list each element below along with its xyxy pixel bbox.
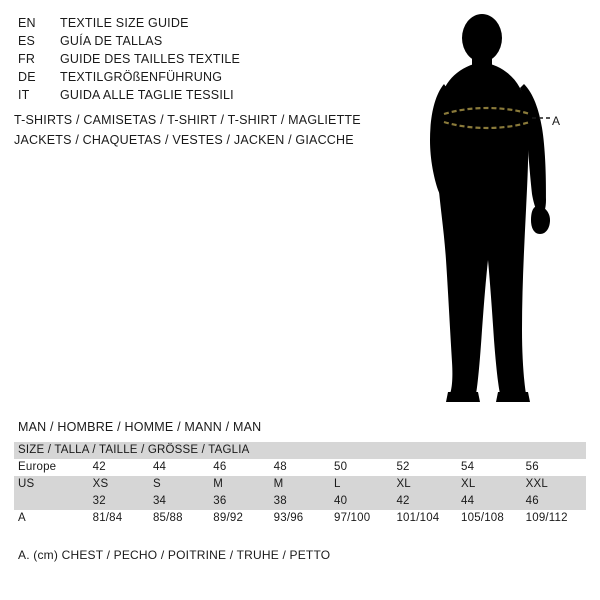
table-row: [14, 493, 586, 510]
language-code: EN: [18, 16, 36, 30]
row-label: US: [14, 476, 89, 493]
table-cell: 44: [457, 493, 522, 510]
table-cell: M: [270, 476, 330, 493]
table-header-row: [14, 442, 586, 459]
language-row: [18, 68, 358, 86]
table-cell: 46: [209, 459, 269, 476]
table-cell: XL: [392, 476, 457, 493]
language-row: [18, 14, 358, 32]
table-cell: 42: [392, 493, 457, 510]
row-label: [14, 493, 89, 510]
table-cell: 32: [89, 493, 149, 510]
table-cell: 34: [149, 493, 209, 510]
table-cell: 40: [330, 493, 392, 510]
table-cell: M: [209, 476, 269, 493]
language-code: DE: [18, 70, 36, 84]
table-row: [14, 476, 586, 493]
language-legend: [18, 14, 358, 104]
table-header-label: SIZE / TALLA / TAILLE / GRÖSSE / TAGLIA: [14, 442, 586, 459]
table-cell: 50: [330, 459, 392, 476]
table-cell: 85/88: [149, 510, 209, 527]
table-cell: 48: [270, 459, 330, 476]
language-text: GUIDA ALLE TAGLIE TESSILI: [60, 88, 234, 102]
table-cell: S: [149, 476, 209, 493]
table-row: [14, 510, 586, 527]
table-cell: 42: [89, 459, 149, 476]
table-cell: 36: [209, 493, 269, 510]
language-code: IT: [18, 88, 30, 102]
table-cell: 89/92: [209, 510, 269, 527]
table-cell: 101/104: [392, 510, 457, 527]
language-text: TEXTILE SIZE GUIDE: [60, 16, 189, 30]
table-cell: L: [330, 476, 392, 493]
table-cell: 44: [149, 459, 209, 476]
table-cell: 97/100: [330, 510, 392, 527]
table-cell: 46: [522, 493, 586, 510]
table-cell: 54: [457, 459, 522, 476]
table-row: [14, 459, 586, 476]
language-code: ES: [18, 34, 36, 48]
garment-line: T-SHIRTS / CAMISETAS / T-SHIRT / T-SHIRT / MAGLIETTE: [14, 113, 361, 127]
table-cell: XXL: [522, 476, 586, 493]
garment-categories: [14, 110, 374, 150]
garment-line: JACKETS / CHAQUETAS / VESTES / JACKEN / GIACCHE: [14, 133, 354, 147]
language-text: GUÍA DE TALLAS: [60, 34, 163, 48]
table-cell: 81/84: [89, 510, 149, 527]
table-cell: 105/108: [457, 510, 522, 527]
table-cell: 38: [270, 493, 330, 510]
silhouette-illustration: [400, 10, 600, 410]
language-row: [18, 32, 358, 50]
size-table: [14, 442, 586, 527]
table-cell: 109/112: [522, 510, 586, 527]
language-row: [18, 50, 358, 68]
language-text: TEXTILGRÖßENFÜHRUNG: [60, 70, 223, 84]
table-cell: 56: [522, 459, 586, 476]
table-title: MAN / HOMBRE / HOMME / MANN / MAN: [18, 420, 262, 434]
row-label: Europe: [14, 459, 89, 476]
table-cell: 52: [392, 459, 457, 476]
table-cell: XL: [457, 476, 522, 493]
male-silhouette-figure: [400, 10, 600, 410]
footnote: A. (cm) CHEST / PECHO / POITRINE / TRUHE / PETTO: [18, 548, 331, 562]
table-cell: XS: [89, 476, 149, 493]
chest-callout-label: A: [552, 114, 561, 128]
table-cell: 93/96: [270, 510, 330, 527]
language-text: GUIDE DES TAILLES TEXTILE: [60, 52, 241, 66]
language-code: FR: [18, 52, 36, 66]
row-label: A: [14, 510, 89, 527]
language-row: [18, 86, 358, 104]
